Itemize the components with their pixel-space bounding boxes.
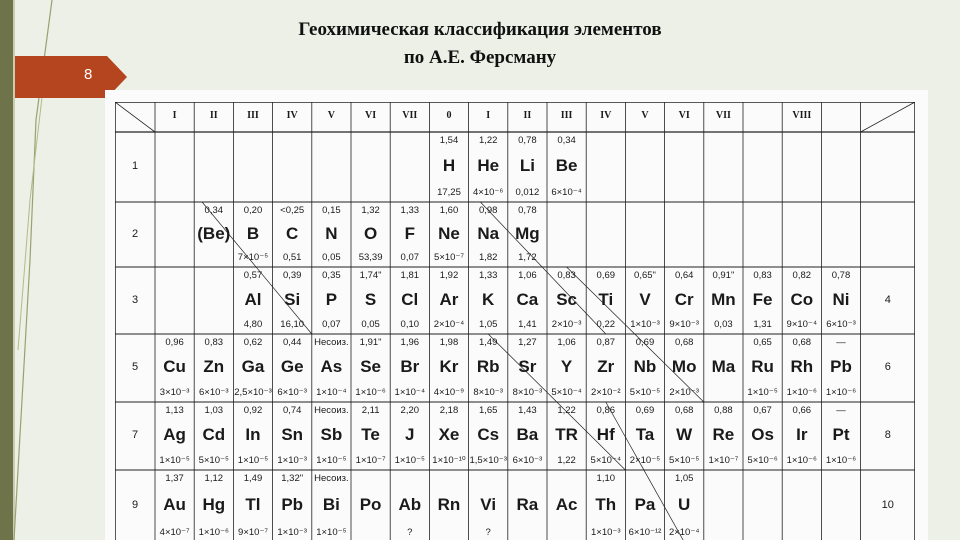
element-symbol: Si	[284, 289, 301, 309]
element-symbol: Y	[560, 357, 573, 376]
cell-top-value: 0,67	[753, 405, 772, 416]
element-symbol: Te	[361, 425, 380, 444]
element-symbol: Se	[360, 357, 381, 376]
title-line-1: Геохимическая классификация элементов	[298, 19, 662, 40]
column-header: III	[247, 110, 259, 121]
element-symbol: Cl	[401, 289, 419, 309]
element-symbol: Al	[244, 289, 262, 309]
cell-top-value: 0,68	[792, 337, 812, 348]
cell-top-value: 1,74"	[359, 270, 382, 281]
cell-bottom-value: 1,5×10⁻³	[469, 455, 507, 466]
element-symbol: Ti	[598, 289, 614, 309]
row-label: 2	[131, 227, 139, 240]
cell-bottom-value: 9×10⁻⁴	[786, 319, 818, 330]
element-symbol: Nb	[633, 357, 657, 376]
cell-top-value: 1,37	[165, 473, 184, 484]
row-label: 7	[131, 429, 139, 441]
cell-bottom-value: 5×10⁻⁶	[747, 455, 778, 466]
element-symbol: Li	[519, 156, 535, 175]
column-header: VII	[402, 110, 418, 121]
cell-bottom-value: 5×10⁻⁷	[434, 252, 464, 263]
cell-bottom-value: 1×10⁻³	[630, 319, 660, 330]
cell-top-value: 1,54	[439, 135, 459, 146]
element-symbol: In	[245, 425, 261, 444]
element-symbol: Pb	[281, 495, 304, 514]
cell-bottom-value: 2,5×10⁻³	[234, 387, 272, 398]
element-symbol: Rh	[790, 357, 814, 376]
cell-top-value: 0,20	[243, 205, 263, 216]
grid-line	[115, 102, 155, 132]
element-symbol: H	[442, 156, 456, 175]
cell-bottom-value: 1×10⁻⁵	[237, 455, 269, 466]
cell-bottom-value: 1×10⁻⁶	[825, 455, 857, 466]
element-symbol: Zr	[597, 357, 615, 376]
column-header: I	[172, 110, 177, 121]
element-symbol: K	[482, 289, 495, 309]
cell-bottom-value: 1×10⁻⁶	[786, 455, 817, 466]
cell-bottom-value: 5×10⁻⁴	[551, 387, 582, 398]
cell-bottom-value: 1×10⁻⁶	[786, 387, 817, 398]
cell-bottom-value: 1×10⁻⁵	[394, 455, 425, 466]
element-symbol: V	[639, 289, 651, 309]
cell-top-value: Несоиз.	[314, 473, 349, 484]
cell-bottom-value: 1×10⁻⁷	[355, 455, 386, 466]
cell-top-value: 0,69	[635, 405, 655, 416]
element-symbol: C	[286, 223, 299, 243]
cell-top-value: 1,12	[204, 473, 224, 484]
element-symbol: Cs	[477, 425, 500, 444]
cell-top-value: 0,62	[243, 337, 263, 348]
cell-bottom-value: 0,22	[596, 319, 616, 330]
cell-top-value: —	[836, 337, 846, 348]
element-symbol: Ag	[163, 425, 186, 444]
cell-bottom-value: ?	[407, 527, 413, 538]
cell-bottom-value: 6×10⁻³	[826, 319, 856, 330]
element-symbol: Au	[163, 495, 186, 514]
cell-bottom-value: 1×10⁻¹⁰	[432, 455, 466, 466]
element-symbol: Na	[477, 223, 500, 243]
row-label-right: 6	[884, 361, 891, 373]
element-symbol: Ga	[241, 357, 265, 376]
cell-bottom-value: 3×10⁻³	[159, 387, 190, 398]
cell-bottom-value: 0,07	[322, 319, 341, 330]
cell-top-value: <0,25	[280, 205, 305, 216]
cell-top-value: 1,98	[439, 337, 459, 348]
element-symbol: O	[363, 223, 378, 243]
column-header: VI	[678, 110, 690, 121]
cell-top-value: 1,22	[478, 135, 498, 146]
cell-bottom-value: 2×10⁻²	[590, 387, 621, 398]
cell-top-value: 1,81	[400, 270, 420, 281]
cell-bottom-value: 1,72	[518, 252, 537, 263]
cell-top-value: 0,69	[635, 337, 655, 348]
element-symbol: He	[477, 156, 500, 175]
element-symbol: Ra	[516, 495, 539, 514]
cell-bottom-value: 16,10	[280, 319, 305, 330]
column-header: VI	[365, 110, 377, 121]
cell-bottom-value: 1×10⁻⁵	[159, 455, 190, 466]
cell-top-value: —	[836, 405, 846, 416]
cell-bottom-value: 1×10⁻⁵	[316, 527, 347, 538]
element-symbol: Rb	[476, 357, 500, 376]
cell-top-value: 0,64	[674, 270, 694, 281]
cell-top-value: 2,18	[439, 405, 459, 416]
cell-top-value: 1,33	[478, 270, 498, 281]
cell-bottom-value: ?	[485, 527, 491, 538]
column-header: I	[486, 110, 491, 121]
column-header: VIII	[792, 110, 812, 121]
row-label: 5	[131, 361, 139, 373]
cell-top-value: Несоиз.	[314, 405, 349, 416]
row-label: 9	[131, 499, 139, 511]
cell-top-value: 1,06	[518, 270, 537, 281]
cell-bottom-value: 1×10⁻⁴	[394, 387, 426, 398]
cell-top-value: 1,32"	[281, 473, 304, 484]
cell-bottom-value: 4×10⁻⁹	[433, 387, 465, 398]
cell-bottom-value: 1×10⁻⁵	[316, 455, 347, 466]
element-symbol: U	[678, 495, 691, 514]
cell-bottom-value: 6×10⁻³	[277, 387, 307, 398]
element-symbol: W	[676, 425, 693, 444]
cell-bottom-value: 0,07	[400, 252, 420, 263]
cell-top-value: 0,87	[596, 337, 616, 348]
cell-bottom-value: 8×10⁻³	[512, 387, 543, 398]
element-symbol: N	[325, 223, 338, 243]
cell-bottom-value: 7×10⁻⁵	[237, 252, 269, 263]
element-symbol: P	[325, 289, 338, 309]
cell-top-value: 1,13	[165, 405, 184, 416]
cell-top-value: 0,78	[831, 270, 851, 281]
cell-bottom-value: 8×10⁻³	[473, 387, 503, 398]
element-symbol: Hf	[596, 425, 615, 444]
cell-top-value: 1,05	[674, 473, 694, 484]
cell-bottom-value: 2×10⁻³	[669, 387, 699, 398]
cell-bottom-value: 4×10⁻⁷	[159, 527, 190, 538]
element-symbol: TR	[555, 425, 578, 444]
cell-bottom-value: 1,05	[478, 319, 498, 330]
element-symbol: Cu	[163, 357, 186, 376]
element-symbol: Bi	[322, 495, 340, 514]
element-symbol: (Be)	[197, 223, 231, 243]
element-symbol: Be	[555, 156, 578, 175]
cell-bottom-value: 1,82	[478, 252, 498, 263]
cell-bottom-value: 1,41	[518, 319, 537, 330]
cell-bottom-value: 6×10⁻³	[198, 387, 229, 398]
cell-top-value: 1,33	[400, 205, 420, 216]
row-label: 1	[131, 160, 139, 172]
cell-bottom-value: 0,012	[515, 187, 540, 198]
cell-bottom-value: 17,25	[437, 187, 461, 198]
grid-line	[202, 202, 312, 334]
element-symbol: Tl	[245, 495, 261, 514]
element-symbol: Zn	[203, 357, 225, 376]
cell-top-value: 0,39	[282, 270, 302, 281]
cell-bottom-value: 0,05	[322, 252, 341, 263]
element-symbol: Br	[400, 357, 420, 376]
element-symbol: Sr	[518, 357, 537, 376]
cell-top-value: 0,82	[792, 270, 812, 281]
column-header: III	[560, 110, 573, 121]
cell-bottom-value: 9×10⁻⁷	[238, 527, 268, 538]
slide-title	[220, 16, 740, 72]
element-symbol: Ru	[751, 357, 774, 376]
cell-bottom-value: 0,51	[282, 252, 302, 263]
cell-top-value: 0,66	[792, 405, 812, 416]
cell-bottom-value: 2×10⁻⁴	[668, 527, 700, 538]
cell-bottom-value: 0,05	[361, 319, 380, 330]
classification-table-image	[105, 90, 928, 540]
cell-top-value: 1,65	[478, 405, 498, 416]
element-symbol: Pa	[634, 495, 656, 514]
row-label: 3	[131, 293, 139, 306]
cell-bottom-value: 6×10⁻³	[512, 455, 543, 466]
cell-top-value: 0,78	[518, 135, 537, 146]
cell-bottom-value: 5×10⁻⁵	[198, 455, 229, 466]
cell-top-value: 0,57	[243, 270, 263, 281]
column-header: V	[641, 110, 649, 121]
element-symbol: Ma	[711, 357, 736, 376]
element-symbol: Ge	[280, 357, 304, 376]
cell-bottom-value: 2×10⁻⁴	[433, 319, 465, 330]
cell-top-value: 1,22	[557, 405, 576, 416]
cell-bottom-value: 1×10⁻⁶	[825, 387, 857, 398]
cell-top-value: 0,68	[674, 337, 694, 348]
cell-top-value: 1,03	[204, 405, 224, 416]
element-symbol: Cr	[674, 289, 694, 309]
slide-number: 8	[84, 66, 93, 83]
cell-bottom-value: 1×10⁻⁶	[355, 387, 386, 398]
cell-bottom-value: 9×10⁻³	[669, 319, 699, 330]
cell-top-value: 0,83	[753, 270, 772, 281]
cell-top-value: 0,96	[165, 337, 184, 348]
cell-top-value: 0,69	[596, 270, 616, 281]
cell-bottom-value: 2×10⁻³	[551, 319, 582, 330]
cell-top-value: 0,78	[518, 205, 537, 216]
cell-top-value: 1,96	[400, 337, 420, 348]
cell-top-value: 1,49	[243, 473, 263, 484]
cell-top-value: 0,65	[753, 337, 772, 348]
element-symbol: As	[320, 357, 343, 376]
element-symbol: J	[405, 425, 415, 444]
cell-top-value: 0,86	[596, 405, 616, 416]
title-line-2: по А.Е. Ферсману	[403, 47, 557, 68]
cell-top-value: Несоиз.	[314, 337, 349, 348]
cell-bottom-value: 0,10	[400, 319, 420, 330]
cell-top-value: 1,10	[596, 473, 616, 484]
column-header: V	[327, 110, 335, 121]
element-symbol: Ca	[516, 289, 539, 309]
row-label-right: 8	[884, 429, 891, 441]
element-symbol: F	[404, 223, 415, 243]
row-label-right: 4	[884, 293, 891, 306]
cell-top-value: 0,98	[478, 205, 498, 216]
element-symbol: Xe	[438, 425, 460, 444]
cell-bottom-value: 1×10⁻⁷	[708, 455, 739, 466]
element-symbol: Pb	[830, 357, 852, 376]
cell-bottom-value: 1×10⁻³	[277, 455, 307, 466]
cell-bottom-value: 1×10⁻³	[277, 527, 307, 538]
column-header: IV	[600, 110, 612, 121]
column-header: VII	[715, 110, 731, 121]
element-symbol: Sb	[320, 425, 343, 444]
element-symbol: Ba	[516, 425, 539, 444]
cell-bottom-value: 1,22	[557, 455, 576, 466]
element-symbol: Ar	[439, 289, 459, 309]
grid-line	[861, 102, 915, 132]
cell-bottom-value: 1×10⁻⁶	[198, 527, 229, 538]
element-symbol: Co	[790, 289, 814, 309]
cell-top-value: 0,88	[714, 405, 733, 416]
cell-bottom-value: 1×10⁻⁵	[747, 387, 778, 398]
element-symbol: Ir	[796, 425, 808, 444]
cell-bottom-value: 1×10⁻³	[590, 527, 621, 538]
cell-top-value: 0,34	[557, 135, 576, 146]
column-header: IV	[286, 110, 298, 121]
element-symbol: Ac	[555, 495, 578, 514]
element-symbol: Ni	[832, 289, 850, 309]
cell-bottom-value: 53,39	[358, 252, 383, 263]
cell-top-value: 1,43	[518, 405, 537, 416]
cell-top-value: 0,92	[243, 405, 263, 416]
cell-top-value: 0,15	[322, 205, 341, 216]
cell-bottom-value: 5×10⁻⁵	[669, 455, 700, 466]
element-symbol: Hg	[202, 495, 226, 514]
cell-bottom-value: 0,03	[714, 319, 733, 330]
element-symbol: S	[364, 289, 377, 309]
cell-bottom-value: 6×10⁻⁴	[551, 187, 582, 198]
cell-top-value: 0,91"	[712, 270, 735, 281]
element-symbol: Mo	[671, 357, 697, 376]
cell-bottom-value: 4,80	[243, 319, 263, 330]
cell-top-value: 0,65"	[634, 270, 656, 281]
cell-top-value: 1,27	[518, 337, 537, 348]
cell-top-value: 0,34	[204, 205, 224, 216]
cell-top-value: 0,44	[282, 337, 302, 348]
cell-top-value: 1,32	[361, 205, 380, 216]
cell-top-value: 0,83	[204, 337, 224, 348]
element-symbol: Sn	[281, 425, 304, 444]
element-symbol: Ne	[438, 223, 460, 243]
cell-top-value: 0,83	[557, 270, 576, 281]
cell-top-value: 1,92	[439, 270, 459, 281]
element-symbol: Cd	[202, 425, 226, 444]
cell-bottom-value: 4×10⁻⁶	[473, 187, 504, 198]
element-symbol: Th	[595, 495, 617, 514]
cell-bottom-value: 6×10⁻¹²	[628, 527, 662, 538]
element-symbol: Os	[751, 425, 774, 444]
cell-top-value: 1,91"	[359, 337, 382, 348]
grid-line	[606, 402, 684, 540]
element-symbol: Po	[359, 495, 382, 514]
cell-top-value: 1,06	[557, 337, 576, 348]
element-symbol: Re	[712, 425, 735, 444]
cell-top-value: 2,20	[400, 405, 420, 416]
cell-top-value: 0,68	[674, 405, 694, 416]
element-symbol: B	[246, 223, 260, 243]
cell-top-value: 0,35	[322, 270, 341, 281]
row-label-right: 10	[881, 499, 894, 511]
element-symbol: Rn	[437, 495, 461, 514]
element-symbol: Vi	[480, 495, 497, 514]
cell-bottom-value: 5×10⁻⁵	[629, 387, 661, 398]
cell-top-value: 1,60	[439, 205, 459, 216]
cell-bottom-value: 1,31	[753, 319, 772, 330]
classification-table	[115, 102, 915, 540]
element-symbol: Mg	[515, 223, 540, 243]
cell-bottom-value: 5×10⁻⁴	[590, 455, 622, 466]
element-symbol: Sc	[556, 289, 577, 309]
cell-bottom-value: 1×10⁻⁴	[316, 387, 347, 398]
column-header: 0	[446, 110, 452, 121]
element-symbol: Pt	[832, 425, 850, 444]
column-header: II	[209, 110, 218, 121]
cell-bottom-value: 2×10⁻⁵	[629, 455, 661, 466]
column-header: II	[523, 110, 532, 121]
cell-top-value: 2,11	[361, 405, 380, 416]
cell-top-value: 1,49	[478, 337, 498, 348]
grid-line	[480, 202, 605, 334]
element-symbol: Mn	[711, 289, 736, 309]
cell-top-value: 0,74	[282, 405, 302, 416]
element-symbol: Kr	[439, 357, 459, 376]
element-symbol: Ta	[635, 425, 655, 444]
element-symbol: Ab	[398, 495, 422, 514]
element-symbol: Fe	[752, 289, 773, 309]
